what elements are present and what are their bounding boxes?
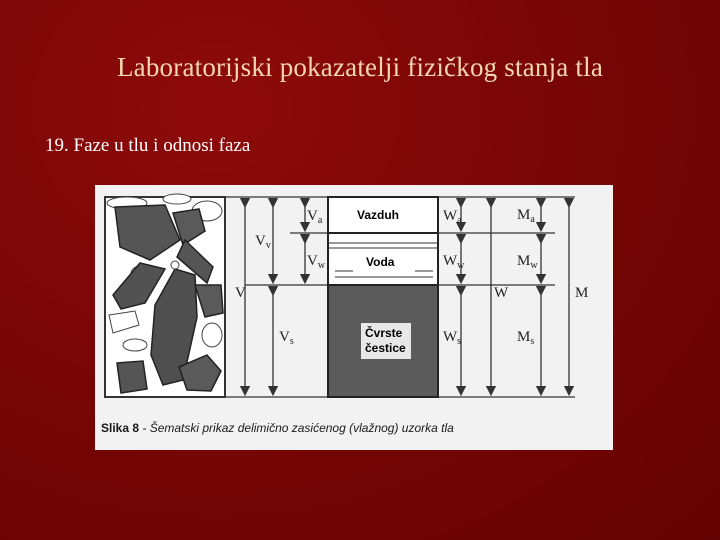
phase-column xyxy=(328,197,438,397)
figure-caption xyxy=(101,421,601,435)
phase-diagram xyxy=(95,185,613,450)
air-phase-label: Vazduh xyxy=(357,208,400,222)
label-Ms: $M_s$ xyxy=(517,329,535,347)
soil-sample-sketch xyxy=(105,194,225,397)
label-Vv: $V_v$ xyxy=(255,233,271,251)
label-Va: $V_a$ xyxy=(307,208,323,226)
water-phase-label: Voda xyxy=(366,255,395,269)
caption-label: Slika 8 xyxy=(101,421,140,435)
slide-title: Laboratorijski pokazatelji fizičkog stanja tla xyxy=(116,52,604,82)
solids-phase-label-line1: Čvrste xyxy=(365,326,403,340)
label-V: V xyxy=(235,285,246,301)
label-M: M xyxy=(575,285,589,301)
label-W: W xyxy=(494,285,509,301)
label-Vw: $V_w$ xyxy=(307,253,326,271)
label-Wa: $W_a$ xyxy=(443,208,462,226)
slide-subtitle: 19. Faze u tlu i odnosi faza xyxy=(45,135,251,156)
solids-phase-label-line2: čestice xyxy=(365,341,406,355)
label-Vs: $V_s$ xyxy=(279,329,294,347)
label-Ws: $W_s$ xyxy=(443,329,462,347)
label-Ma: $M_a$ xyxy=(517,207,535,225)
label-Mw: $M_w$ xyxy=(517,253,538,271)
soil-phase-figure xyxy=(95,185,613,450)
label-Ww: $W_w$ xyxy=(443,253,465,271)
caption-text: - Šematski prikaz delimično zasićenog (vlažnog) uzorka tla xyxy=(139,421,454,435)
